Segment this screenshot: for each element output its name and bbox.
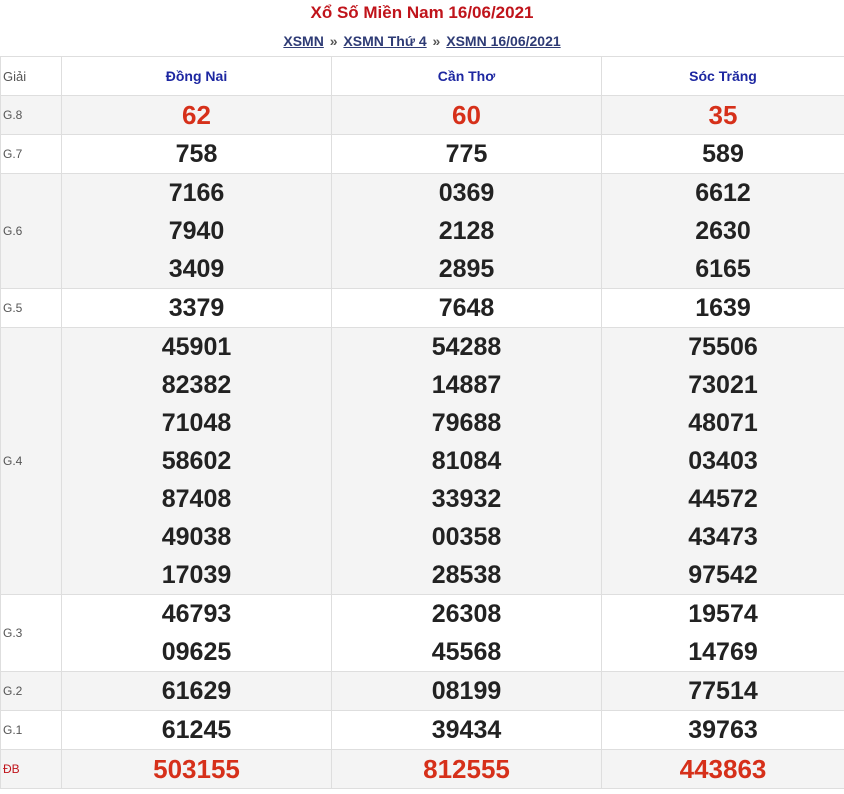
table-row bbox=[1, 289, 844, 328]
prize-number: 87408 bbox=[161, 485, 232, 513]
prize-number: 26308 bbox=[431, 600, 502, 628]
prize-number: 3409 bbox=[168, 255, 225, 283]
prize-number: 43473 bbox=[688, 523, 758, 551]
prize-number: 2895 bbox=[438, 255, 495, 283]
prize-cell bbox=[332, 96, 602, 135]
prize-number: 81084 bbox=[431, 447, 502, 475]
prize-number: 00358 bbox=[431, 523, 502, 551]
prize-cell bbox=[62, 750, 332, 789]
prize-cell bbox=[332, 711, 602, 750]
prize-cell bbox=[332, 328, 602, 595]
prize-label: G.7 bbox=[1, 135, 62, 174]
prize-cell bbox=[602, 711, 844, 750]
table-row bbox=[1, 328, 844, 595]
breadcrumb-separator: » bbox=[432, 33, 441, 49]
prize-cell bbox=[602, 96, 844, 135]
prize-number: 73021 bbox=[688, 371, 758, 399]
column-header-province: Đồng Nai bbox=[62, 57, 332, 96]
prize-cell bbox=[332, 595, 602, 672]
prize-number: 812555 bbox=[423, 754, 510, 784]
prize-number: 503155 bbox=[153, 754, 240, 784]
prize-label: G.5 bbox=[1, 289, 62, 328]
prize-number: 61629 bbox=[161, 677, 232, 705]
prize-number: 49038 bbox=[161, 523, 232, 551]
prize-number: 45568 bbox=[431, 638, 502, 666]
table-row bbox=[1, 750, 844, 789]
prize-number: 775 bbox=[445, 140, 488, 168]
breadcrumb bbox=[0, 26, 844, 56]
prize-number: 7166 bbox=[168, 179, 225, 207]
column-header-province: Cần Thơ bbox=[332, 57, 602, 96]
prize-number: 61245 bbox=[161, 716, 232, 744]
prize-cell bbox=[62, 96, 332, 135]
prize-cell bbox=[62, 135, 332, 174]
prize-number: 79688 bbox=[431, 409, 502, 437]
breadcrumb-link-xsmn[interactable]: XSMN bbox=[283, 33, 324, 49]
prize-label: ĐB bbox=[1, 750, 62, 789]
prize-number: 71048 bbox=[161, 409, 232, 437]
prize-number: 60 bbox=[452, 100, 481, 130]
prize-label: G.2 bbox=[1, 672, 62, 711]
prize-number: 75506 bbox=[688, 333, 758, 361]
breadcrumb-link-xsmn-date[interactable]: XSMN 16/06/2021 bbox=[446, 33, 561, 49]
prize-number: 7940 bbox=[168, 217, 225, 245]
prize-number: 39763 bbox=[688, 716, 758, 744]
prize-number: 19574 bbox=[688, 600, 758, 628]
prize-number: 0369 bbox=[438, 179, 495, 207]
prize-number: 7648 bbox=[438, 294, 495, 322]
prize-number: 33932 bbox=[431, 485, 502, 513]
table-header-row bbox=[1, 57, 844, 96]
prize-number: 2630 bbox=[695, 217, 751, 245]
prize-cell bbox=[602, 135, 844, 174]
prize-number: 62 bbox=[182, 100, 211, 130]
prize-cell bbox=[602, 174, 844, 289]
prize-number: 08199 bbox=[431, 677, 502, 705]
prize-number: 82382 bbox=[161, 371, 232, 399]
prize-cell bbox=[62, 328, 332, 595]
prize-label: G.4 bbox=[1, 328, 62, 595]
prize-cell bbox=[332, 750, 602, 789]
column-header-province: Sóc Trăng bbox=[602, 57, 844, 96]
prize-cell bbox=[602, 328, 844, 595]
breadcrumb-link-xsmn-thu-4[interactable]: XSMN Thứ 4 bbox=[343, 33, 427, 49]
prize-number: 44572 bbox=[688, 485, 758, 513]
prize-number: 48071 bbox=[688, 409, 758, 437]
table-row bbox=[1, 711, 844, 750]
prize-cell bbox=[332, 289, 602, 328]
prize-number: 6612 bbox=[695, 179, 751, 207]
table-row bbox=[1, 96, 844, 135]
prize-cell bbox=[62, 672, 332, 711]
prize-cell bbox=[602, 672, 844, 711]
prize-cell bbox=[62, 595, 332, 672]
prize-number: 6165 bbox=[695, 255, 751, 283]
prize-number: 03403 bbox=[688, 447, 758, 475]
column-header-prize: Giải bbox=[1, 57, 62, 96]
prize-number: 758 bbox=[175, 140, 218, 168]
prize-number: 1639 bbox=[695, 294, 751, 322]
prize-number: 3379 bbox=[168, 294, 225, 322]
prize-label: G.3 bbox=[1, 595, 62, 672]
prize-number: 28538 bbox=[431, 561, 502, 589]
table-row bbox=[1, 672, 844, 711]
table-row bbox=[1, 135, 844, 174]
prize-number: 39434 bbox=[431, 716, 502, 744]
prize-cell bbox=[332, 135, 602, 174]
prize-cell bbox=[62, 711, 332, 750]
prize-label: G.6 bbox=[1, 174, 62, 289]
prize-cell bbox=[62, 174, 332, 289]
prize-number: 14769 bbox=[688, 638, 758, 666]
table-row bbox=[1, 174, 844, 289]
table-row bbox=[1, 595, 844, 672]
prize-number: 46793 bbox=[161, 600, 232, 628]
prize-number: 09625 bbox=[161, 638, 232, 666]
prize-cell bbox=[332, 672, 602, 711]
prize-number: 54288 bbox=[431, 333, 502, 361]
prize-number: 35 bbox=[708, 100, 738, 130]
prize-cell bbox=[602, 595, 844, 672]
prize-number: 58602 bbox=[161, 447, 232, 475]
prize-cell bbox=[602, 750, 844, 789]
prize-label: G.8 bbox=[1, 96, 62, 135]
results-table bbox=[0, 56, 844, 789]
prize-cell bbox=[602, 289, 844, 328]
prize-number: 443863 bbox=[679, 754, 767, 784]
prize-cell bbox=[62, 289, 332, 328]
prize-number: 77514 bbox=[688, 677, 758, 705]
page-title: Xổ Số Miền Nam 16/06/2021 bbox=[310, 3, 534, 22]
prize-label: G.1 bbox=[1, 711, 62, 750]
prize-number: 45901 bbox=[161, 333, 232, 361]
prize-number: 14887 bbox=[431, 371, 502, 399]
prize-number: 2128 bbox=[438, 217, 495, 245]
prize-number: 589 bbox=[702, 140, 744, 168]
prize-cell bbox=[332, 174, 602, 289]
breadcrumb-separator: » bbox=[329, 33, 338, 49]
prize-number: 17039 bbox=[161, 561, 232, 589]
results-body bbox=[1, 96, 844, 789]
prize-number: 97542 bbox=[688, 561, 758, 589]
